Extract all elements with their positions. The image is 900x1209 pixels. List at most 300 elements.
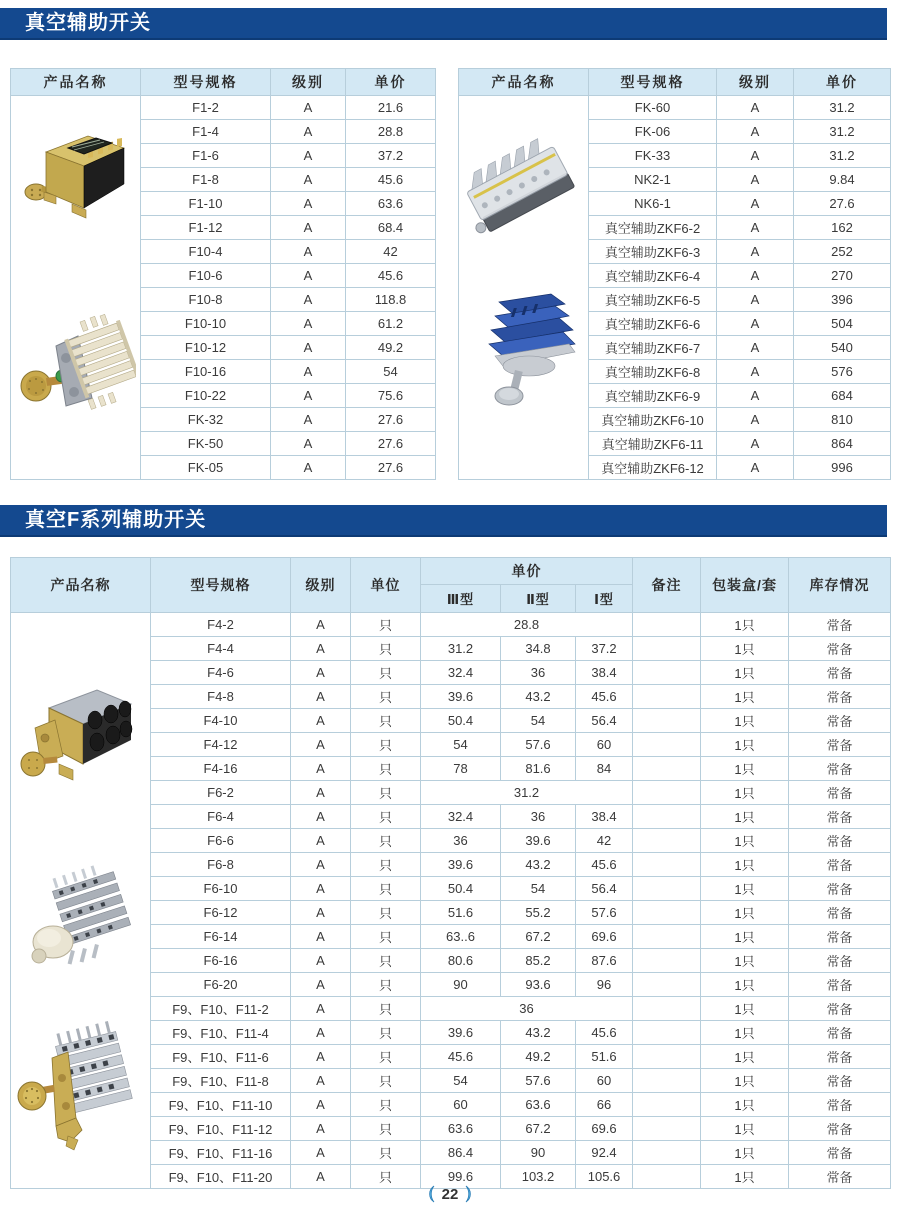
table-cell: 只: [351, 901, 421, 925]
table-cell: 常备: [789, 637, 891, 661]
table-cell: 87.6: [576, 949, 633, 973]
table-cell: 810: [794, 408, 891, 432]
table-cell: 43.2: [501, 853, 576, 877]
table-cell: 1只: [701, 1021, 789, 1045]
table-cell: 31.2: [421, 637, 501, 661]
table-cell: 63.6: [421, 1117, 501, 1141]
table-header-row: [11, 69, 436, 96]
table-cell: 真空辅助ZKF6-2: [589, 216, 717, 240]
table-cell: F6-8: [151, 853, 291, 877]
table-cell: 常备: [789, 757, 891, 781]
table-cell: 31.2: [794, 120, 891, 144]
table-cell: 38.4: [576, 805, 633, 829]
table-cell: 1只: [701, 1141, 789, 1165]
table-cell: F10-8: [141, 288, 271, 312]
table-cell: 1只: [701, 925, 789, 949]
table-cell: 27.6: [346, 456, 436, 480]
table-cell: F6-16: [151, 949, 291, 973]
col-header-pack: 包装盒/套: [701, 558, 789, 613]
table-cell: 504: [794, 312, 891, 336]
table-cell: 60: [576, 1069, 633, 1093]
table-cell: F4-16: [151, 757, 291, 781]
table-cell: 1只: [701, 613, 789, 637]
table-cell: 常备: [789, 613, 891, 637]
table-cell: A: [717, 432, 794, 456]
col-header-type3: Ⅲ型: [421, 585, 501, 613]
table-cell: 45.6: [421, 1045, 501, 1069]
table-cell: 31.2: [794, 96, 891, 120]
table-cell: F6-2: [151, 781, 291, 805]
table-cell: 252: [794, 240, 891, 264]
table-cell: 27.6: [346, 432, 436, 456]
table-cell: A: [271, 240, 346, 264]
table-cell: 1只: [701, 733, 789, 757]
table-cell: A: [291, 757, 351, 781]
table-cell: A: [291, 853, 351, 877]
table-cell: A: [271, 336, 346, 360]
col-header-stock: 库存情况: [789, 558, 891, 613]
table-cell: A: [717, 96, 794, 120]
table-cell: FK-50: [141, 432, 271, 456]
table-cell: F9、F10、F11-8: [151, 1069, 291, 1093]
table-cell: A: [271, 216, 346, 240]
table-cell: F1-10: [141, 192, 271, 216]
table-cell: 常备: [789, 709, 891, 733]
table-cell: 93.6: [501, 973, 576, 997]
table-cell: A: [291, 733, 351, 757]
col-header-price: 单价: [794, 69, 891, 96]
table-cell: F6-10: [151, 877, 291, 901]
table-cell: 34.8: [501, 637, 576, 661]
table-cell: 57.6: [576, 901, 633, 925]
table-cell: F6-12: [151, 901, 291, 925]
table-cell: 55.2: [501, 901, 576, 925]
table-cell: FK-06: [589, 120, 717, 144]
table-cell: A: [717, 384, 794, 408]
table-cell: 32.4: [421, 661, 501, 685]
table-cell: 36: [501, 661, 576, 685]
brass-multicontact-switch-photo: [11, 1018, 150, 1158]
table-cell: [633, 1045, 701, 1069]
table-cell: 1只: [701, 781, 789, 805]
table-cell: 864: [794, 432, 891, 456]
table-cell: A: [717, 120, 794, 144]
table-cell: F1-6: [141, 144, 271, 168]
table-cell: 常备: [789, 925, 891, 949]
table-cell: 80.6: [421, 949, 501, 973]
table-cell: F4-12: [151, 733, 291, 757]
table-cell: 69.6: [576, 1117, 633, 1141]
table-cell: F9、F10、F11-12: [151, 1117, 291, 1141]
product-photo-cell: [11, 613, 151, 1189]
table-cell: 103.2: [501, 1165, 576, 1189]
table-cell: A: [717, 336, 794, 360]
table-cell: 67.2: [501, 1117, 576, 1141]
table-cell: 1只: [701, 853, 789, 877]
table-cell: 36: [501, 805, 576, 829]
table-cell: 只: [351, 949, 421, 973]
table-cell: 1只: [701, 1165, 789, 1189]
table-cell: F9、F10、F11-4: [151, 1021, 291, 1045]
table-cell: 只: [351, 805, 421, 829]
table-cell: 常备: [789, 1093, 891, 1117]
col-header-model: 型号规格: [141, 69, 271, 96]
table-cell: F10-22: [141, 384, 271, 408]
table-cell: 21.6: [346, 96, 436, 120]
table-cell: 只: [351, 877, 421, 901]
table-cell: 996: [794, 456, 891, 480]
table-cell: 常备: [789, 877, 891, 901]
table-cell: 540: [794, 336, 891, 360]
table-cell: 61.2: [346, 312, 436, 336]
table-cell: 真空辅助ZKF6-3: [589, 240, 717, 264]
table-cell: 39.6: [421, 1021, 501, 1045]
page-number: 22: [441, 1185, 459, 1203]
table-cell: 60: [421, 1093, 501, 1117]
table-cell: 真空辅助ZKF6-4: [589, 264, 717, 288]
table-cell: 45.6: [346, 264, 436, 288]
table-cell: 84: [576, 757, 633, 781]
table-cell: A: [291, 973, 351, 997]
table-cell: 60: [576, 733, 633, 757]
table-cell: 684: [794, 384, 891, 408]
table-cell: F6-4: [151, 805, 291, 829]
table-cell: A: [271, 96, 346, 120]
table-cell: 31.2: [794, 144, 891, 168]
table-cell: A: [291, 925, 351, 949]
table-cell: 1只: [701, 685, 789, 709]
table-cell: FK-33: [589, 144, 717, 168]
table-cell: 1只: [701, 709, 789, 733]
table-cell: 只: [351, 637, 421, 661]
table-cell: 42: [346, 240, 436, 264]
table-cell: 真空辅助ZKF6-5: [589, 288, 717, 312]
table-cell: FK-32: [141, 408, 271, 432]
table-cell: A: [291, 613, 351, 637]
table-cell: F10-12: [141, 336, 271, 360]
table-cell: [633, 637, 701, 661]
table-cell: 常备: [789, 685, 891, 709]
table-cell: [633, 613, 701, 637]
col-header-price-group: 单价: [421, 558, 633, 585]
table-cell: 38.4: [576, 661, 633, 685]
table-cell: 39.6: [421, 685, 501, 709]
table-cell: 92.4: [576, 1141, 633, 1165]
table-cell: 1只: [701, 973, 789, 997]
col-header-type1: Ⅰ型: [576, 585, 633, 613]
blue-stacked-switch-photo: [459, 286, 588, 410]
table-cell: F4-2: [151, 613, 291, 637]
col-header-level: 级别: [291, 558, 351, 613]
table-cell: A: [271, 384, 346, 408]
table-cell: 1只: [701, 1093, 789, 1117]
table-cell: A: [717, 240, 794, 264]
table-cell: A: [717, 408, 794, 432]
table-cell: 常备: [789, 1069, 891, 1093]
table-header-row: [11, 558, 891, 585]
table-cell: 1只: [701, 1117, 789, 1141]
table-cell: A: [271, 312, 346, 336]
table-cell: [633, 805, 701, 829]
table-cell: A: [291, 997, 351, 1021]
table-cell: A: [271, 264, 346, 288]
table-cell: A: [717, 264, 794, 288]
table-cell: A: [291, 1069, 351, 1093]
table-cell: F1-8: [141, 168, 271, 192]
table-cell: 49.2: [346, 336, 436, 360]
table-cell: 常备: [789, 853, 891, 877]
table-cell: 只: [351, 1093, 421, 1117]
table-cell: 56.4: [576, 709, 633, 733]
brass-rotary-switch-photo: [11, 668, 150, 794]
table-cell: 1只: [701, 829, 789, 853]
table-cell: F10-4: [141, 240, 271, 264]
table-cell: 只: [351, 613, 421, 637]
table-cell: 常备: [789, 1165, 891, 1189]
table-row: [11, 613, 891, 637]
table-cell: 54: [501, 709, 576, 733]
table-cell: 50.4: [421, 709, 501, 733]
table-cell: A: [291, 1117, 351, 1141]
table-cell: A: [271, 432, 346, 456]
table-cell: A: [717, 360, 794, 384]
product-photo-cell: [459, 96, 589, 480]
table-cell: 36: [421, 829, 501, 853]
table-cell: A: [291, 805, 351, 829]
table-cell: 31.2: [421, 781, 633, 805]
table-cell: 常备: [789, 973, 891, 997]
table-cell: A: [271, 192, 346, 216]
table-cell: 37.2: [576, 637, 633, 661]
table-cell: 54: [421, 1069, 501, 1093]
table-cell: 43.2: [501, 1021, 576, 1045]
table-cell: [633, 949, 701, 973]
table-cell: A: [291, 661, 351, 685]
table-cell: 1只: [701, 901, 789, 925]
col-header-product: 产品名称: [11, 69, 141, 96]
table-cell: A: [291, 1021, 351, 1045]
table-cell: F9、F10、F11-2: [151, 997, 291, 1021]
table-cell: 1只: [701, 1069, 789, 1093]
table-cell: 常备: [789, 829, 891, 853]
table-cell: 常备: [789, 661, 891, 685]
table-row: [459, 96, 891, 120]
table-cell: A: [271, 168, 346, 192]
table-cell: 81.6: [501, 757, 576, 781]
table-cell: 只: [351, 685, 421, 709]
table-cell: 27.6: [794, 192, 891, 216]
table-cell: F1-4: [141, 120, 271, 144]
table-cell: 45.6: [576, 685, 633, 709]
table-cell: 63.6: [501, 1093, 576, 1117]
table-cell: 57.6: [501, 733, 576, 757]
table-cell: 96: [576, 973, 633, 997]
table-cell: 常备: [789, 1141, 891, 1165]
table-cell: 43.2: [501, 685, 576, 709]
left-crescent-icon: [423, 1185, 437, 1203]
table-cell: A: [717, 192, 794, 216]
table-cell: 57.6: [501, 1069, 576, 1093]
cream-body-switch-photo: [11, 858, 150, 984]
table-cell: F4-10: [151, 709, 291, 733]
table-cell: 63..6: [421, 925, 501, 949]
table-cell: A: [291, 1045, 351, 1069]
table-cell: 常备: [789, 1021, 891, 1045]
table-cell: 27.6: [346, 408, 436, 432]
col-header-level: 级别: [717, 69, 794, 96]
table-cell: 54: [421, 733, 501, 757]
table-cell: [633, 853, 701, 877]
vacuum-auxiliary-switch-table-left: [10, 68, 436, 480]
table-cell: 42: [576, 829, 633, 853]
table-cell: 只: [351, 1117, 421, 1141]
table-cell: A: [291, 1093, 351, 1117]
table-cell: F4-6: [151, 661, 291, 685]
table-cell: [633, 973, 701, 997]
table-cell: FK-60: [589, 96, 717, 120]
table-cell: 常备: [789, 1045, 891, 1069]
table-cell: 只: [351, 1045, 421, 1069]
table-cell: F10-16: [141, 360, 271, 384]
table-cell: [633, 781, 701, 805]
table-cell: NK2-1: [589, 168, 717, 192]
table-cell: 86.4: [421, 1141, 501, 1165]
table-cell: 51.6: [421, 901, 501, 925]
table-cell: 1只: [701, 805, 789, 829]
table-cell: 45.6: [346, 168, 436, 192]
clear-terminal-block-photo: [459, 118, 588, 268]
table-cell: F4-8: [151, 685, 291, 709]
table-cell: 37.2: [346, 144, 436, 168]
table-cell: 只: [351, 1141, 421, 1165]
table-cell: 69.6: [576, 925, 633, 949]
table-cell: A: [717, 288, 794, 312]
table-row: [11, 96, 436, 120]
table-cell: 只: [351, 661, 421, 685]
table-cell: F6-20: [151, 973, 291, 997]
table-cell: A: [271, 144, 346, 168]
table-cell: A: [271, 408, 346, 432]
table-cell: 54: [501, 877, 576, 901]
table-cell: F1-2: [141, 96, 271, 120]
table-cell: [633, 757, 701, 781]
table-cell: F10-10: [141, 312, 271, 336]
col-header-unit: 单位: [351, 558, 421, 613]
table-cell: 39.6: [501, 829, 576, 853]
table-cell: 只: [351, 925, 421, 949]
table-cell: [633, 1069, 701, 1093]
table-cell: A: [291, 1165, 351, 1189]
table-cell: A: [717, 456, 794, 480]
table-cell: 39.6: [421, 853, 501, 877]
col-header-price: 单价: [346, 69, 436, 96]
table-cell: F9、F10、F11-16: [151, 1141, 291, 1165]
table-cell: 68.4: [346, 216, 436, 240]
table-cell: 常备: [789, 733, 891, 757]
page-footer: [0, 1183, 900, 1205]
table-cell: FK-05: [141, 456, 271, 480]
table-cell: [633, 661, 701, 685]
table-cell: F6-6: [151, 829, 291, 853]
table-cell: A: [291, 685, 351, 709]
table-cell: F9、F10、F11-6: [151, 1045, 291, 1069]
table-cell: 常备: [789, 949, 891, 973]
table-cell: A: [271, 120, 346, 144]
table-cell: A: [291, 781, 351, 805]
table-cell: 只: [351, 757, 421, 781]
table-cell: [633, 925, 701, 949]
table-cell: 118.8: [346, 288, 436, 312]
table-cell: A: [717, 312, 794, 336]
table-cell: 32.4: [421, 805, 501, 829]
table-cell: [633, 1141, 701, 1165]
table-cell: 99.6: [421, 1165, 501, 1189]
table-cell: 真空辅助ZKF6-12: [589, 456, 717, 480]
table-cell: 只: [351, 1069, 421, 1093]
table-cell: 1只: [701, 877, 789, 901]
table-cell: 54: [346, 360, 436, 384]
table-cell: 常备: [789, 901, 891, 925]
table-cell: A: [717, 216, 794, 240]
table-cell: 28.8: [346, 120, 436, 144]
table-cell: [633, 877, 701, 901]
col-header-product: 产品名称: [11, 558, 151, 613]
table-cell: NK6-1: [589, 192, 717, 216]
table-cell: 56.4: [576, 877, 633, 901]
table-cell: A: [717, 144, 794, 168]
table-cell: 396: [794, 288, 891, 312]
table-cell: 90: [501, 1141, 576, 1165]
table-cell: 9.84: [794, 168, 891, 192]
table-cell: 85.2: [501, 949, 576, 973]
col-header-level: 级别: [271, 69, 346, 96]
table-cell: [633, 685, 701, 709]
table-cell: [633, 997, 701, 1021]
table-cell: 只: [351, 1165, 421, 1189]
table-cell: 只: [351, 973, 421, 997]
table-cell: 真空辅助ZKF6-11: [589, 432, 717, 456]
table-cell: A: [291, 829, 351, 853]
table-cell: A: [271, 456, 346, 480]
table-cell: 66: [576, 1093, 633, 1117]
table-cell: 只: [351, 1021, 421, 1045]
table-cell: A: [271, 360, 346, 384]
table-cell: 常备: [789, 1117, 891, 1141]
table-cell: 49.2: [501, 1045, 576, 1069]
table-header-row: [459, 69, 891, 96]
table-cell: A: [291, 1141, 351, 1165]
table-cell: 1只: [701, 1045, 789, 1069]
table-cell: F1-12: [141, 216, 271, 240]
col-header-type2: Ⅱ型: [501, 585, 576, 613]
table-cell: 162: [794, 216, 891, 240]
vacuum-f-series-table: [10, 557, 891, 1189]
table-cell: [633, 1021, 701, 1045]
table-cell: 576: [794, 360, 891, 384]
table-cell: 63.6: [346, 192, 436, 216]
table-cell: A: [291, 901, 351, 925]
table-cell: [633, 733, 701, 757]
table-cell: 常备: [789, 805, 891, 829]
table-cell: F10-6: [141, 264, 271, 288]
table-cell: 50.4: [421, 877, 501, 901]
table-cell: 1只: [701, 757, 789, 781]
vacuum-auxiliary-switch-table-right: [458, 68, 891, 480]
table-cell: 51.6: [576, 1045, 633, 1069]
table-cell: [633, 1093, 701, 1117]
table-cell: 只: [351, 829, 421, 853]
table-cell: 真空辅助ZKF6-10: [589, 408, 717, 432]
